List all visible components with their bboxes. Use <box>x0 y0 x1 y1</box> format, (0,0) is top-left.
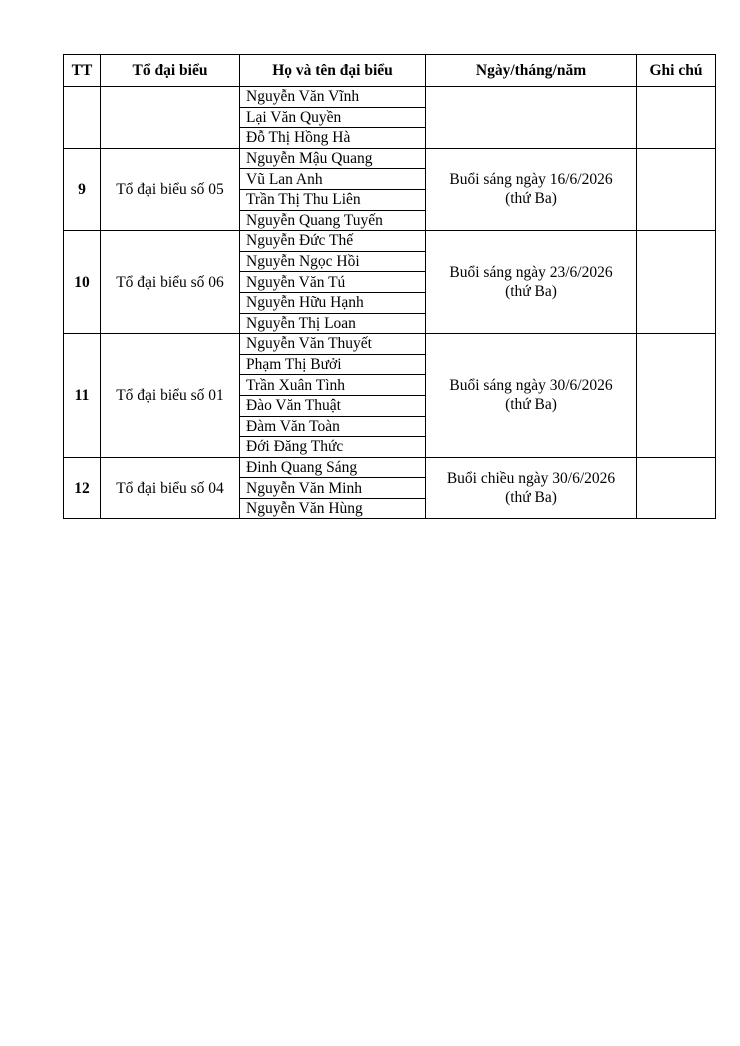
delegate-group: Tổ đại biểu số 06 <box>101 231 240 334</box>
delegate-name: Nguyễn Quang Tuyến <box>240 210 426 231</box>
meeting-date <box>426 457 637 519</box>
meeting-date-weekday: (thứ Ba) <box>505 190 557 208</box>
delegate-name: Trần Thị Thu Liên <box>240 189 426 210</box>
delegate-name: Vũ Lan Anh <box>240 169 426 190</box>
delegate-name: Nguyễn Văn Vĩnh <box>240 87 426 108</box>
row-number <box>64 87 101 149</box>
delegate-group: Tổ đại biểu số 01 <box>101 334 240 458</box>
meeting-date <box>426 334 637 458</box>
schedule-table <box>63 54 716 519</box>
delegate-name: Nguyễn Mậu Quang <box>240 148 426 169</box>
table-row <box>64 334 716 355</box>
table-body <box>64 87 716 519</box>
delegate-name: Phạm Thị Bưởi <box>240 354 426 375</box>
note-cell <box>637 231 716 334</box>
delegate-group: Tổ đại biểu số 04 <box>101 457 240 519</box>
meeting-date-session: Buổi sáng ngày 23/6/2026 <box>449 264 613 282</box>
delegate-name: Trần Xuân Tình <box>240 375 426 396</box>
row-number: 12 <box>64 457 101 519</box>
header-names: Họ và tên đại biểu <box>240 55 426 87</box>
delegate-name: Nguyễn Văn Thuyết <box>240 334 426 355</box>
delegate-name: Đàm Văn Toàn <box>240 416 426 437</box>
header-note: Ghi chú <box>637 55 716 87</box>
table-row <box>64 457 716 478</box>
row-number: 9 <box>64 148 101 230</box>
note-cell <box>637 148 716 230</box>
delegate-name: Đinh Quang Sáng <box>240 457 426 478</box>
delegate-name: Đỗ Thị Hồng Hà <box>240 128 426 149</box>
delegate-name: Nguyễn Đức Thế <box>240 231 426 252</box>
meeting-date <box>426 148 637 230</box>
row-number: 11 <box>64 334 101 458</box>
delegate-group: Tổ đại biểu số 05 <box>101 148 240 230</box>
delegate-name: Nguyễn Hữu Hạnh <box>240 292 426 313</box>
note-cell <box>637 457 716 519</box>
delegate-name: Nguyễn Văn Minh <box>240 478 426 499</box>
delegate-name: Nguyễn Ngọc Hồi <box>240 251 426 272</box>
meeting-date-weekday: (thứ Ba) <box>505 283 557 301</box>
delegate-group <box>101 87 240 149</box>
meeting-date <box>426 87 637 149</box>
row-number: 10 <box>64 231 101 334</box>
table-header <box>64 55 716 87</box>
delegate-name: Đào Văn Thuật <box>240 395 426 416</box>
meeting-date-session: Buổi sáng ngày 16/6/2026 <box>449 171 613 189</box>
meeting-date-session: Buổi chiều ngày 30/6/2026 <box>446 470 616 488</box>
meeting-date-weekday: (thứ Ba) <box>505 489 557 507</box>
header-row <box>64 55 716 87</box>
header-tt: TT <box>64 55 101 87</box>
meeting-date-weekday: (thứ Ba) <box>505 396 557 414</box>
meeting-date <box>426 231 637 334</box>
delegate-name: Lại Văn Quyền <box>240 107 426 128</box>
table-row <box>64 148 716 169</box>
note-cell <box>637 87 716 149</box>
header-group: Tổ đại biểu <box>101 55 240 87</box>
delegate-name: Nguyễn Văn Hùng <box>240 498 426 519</box>
delegate-name: Nguyễn Văn Tú <box>240 272 426 293</box>
note-cell <box>637 334 716 458</box>
delegate-name: Đới Đăng Thức <box>240 437 426 458</box>
delegate-name: Nguyễn Thị Loan <box>240 313 426 334</box>
header-date: Ngày/tháng/năm <box>426 55 637 87</box>
table-row <box>64 87 716 108</box>
meeting-date-session: Buổi sáng ngày 30/6/2026 <box>449 377 613 395</box>
table-row <box>64 231 716 252</box>
